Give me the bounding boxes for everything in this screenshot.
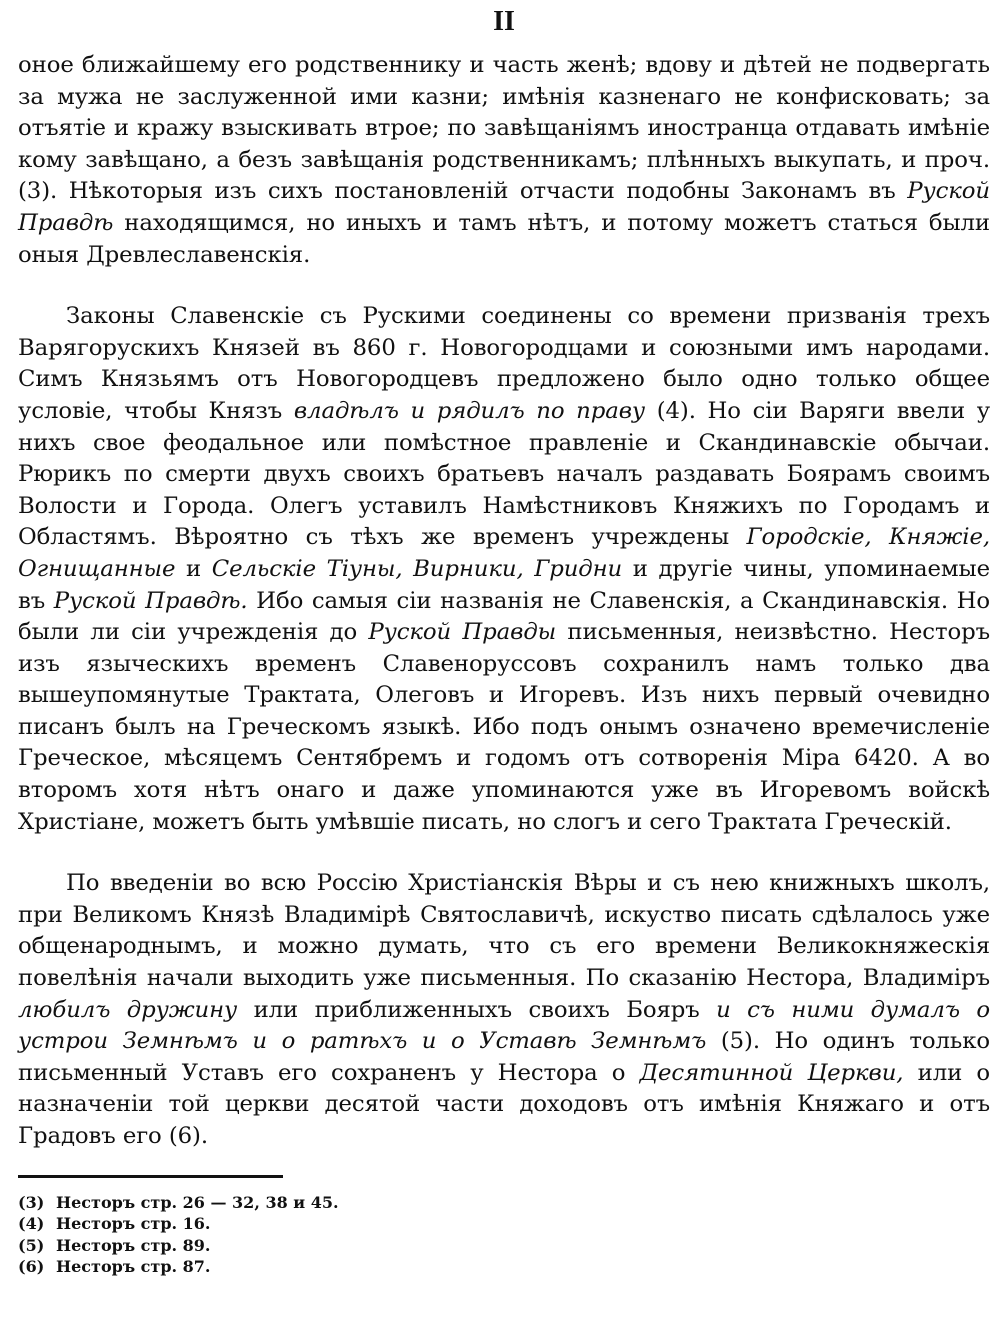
page-number: II bbox=[493, 6, 515, 37]
paragraph-christianity bbox=[18, 868, 990, 1152]
italic-run: Сельскіе Тіуны, Вирники, Гридни bbox=[211, 555, 623, 582]
footnote-text: Несторъ стр. 89. bbox=[56, 1235, 211, 1255]
footnote-mark: (6) bbox=[18, 1257, 45, 1277]
footnote-text: Несторъ стр. 26 — 32, 38 и 45. bbox=[56, 1192, 339, 1212]
text-run: Законы Славенскіе съ Рускими соединены со времени призванія трехъ Варягорускихъ Князей въ 860 г. Новогородцами и союзными имъ народами. Симъ Князьямъ отъ Новогородцевъ предложено было одно только общее условіе, чтобы Князъ bbox=[18, 303, 990, 424]
text-run: оное ближайшему его родственнику и часть женѣ; вдову и дѣтей не подвергать за мужа не заслуженной ими казни; имѣнія казненаго не конфисковать; за отъятіе и кражу взыскивать втрое; по завѣщаніямъ иностранца отдавать имѣніе кому завѣщано, а безъ завѣщанія родственникамъ; плѣнныхъ выкупать, и проч. (3). Нѣкоторыя изъ сихъ постановленій отчасти подобны Законамъ въ bbox=[18, 52, 990, 205]
footnote-text: Несторъ стр. 16. bbox=[56, 1214, 211, 1234]
footnote bbox=[18, 1235, 990, 1257]
paragraph-gap bbox=[18, 838, 990, 868]
text-run: письменныя, неизвѣстно. Несторъ изъ языческихъ временъ Славеноруссовъ сохранилъ намъ только два вышеупомянутые Трактата, Олеговъ и Игоревъ. Изъ нихъ первый очевидно писанъ былъ на Греческомъ языкѣ. Ибо подъ онымъ означено времечисленіе Греческое, мѣсяцемъ Сентябремъ и годомъ отъ сотворенія Міра 6420. А во второмъ хотя нѣтъ онаго и даже упоминаются уже въ Игоревомъ войскѣ Христіане, можетъ быть умѣвшіе писать, но слогъ и сего Трактата Греческій. bbox=[18, 619, 990, 835]
text-run: или приближенныхъ своихъ Бояръ bbox=[237, 996, 717, 1023]
italic-run: любилъ дружину bbox=[18, 996, 238, 1023]
footnote-text: Несторъ стр. 87. bbox=[56, 1257, 211, 1277]
text-run: (5). Но одинъ только письменный Уставъ его сохраненъ у Нестора о bbox=[18, 1028, 990, 1086]
text-run: Ибо самыя сіи названія не Славенскія, а Скандинавскія. Но были ли сіи учрежденія до bbox=[18, 587, 990, 646]
footnote bbox=[18, 1213, 990, 1235]
text-run: или о назначеніи той церкви десятой части доходовъ отъ имѣнія Княжаго и отъ Градовъ его (6). bbox=[18, 1059, 990, 1149]
text-run: По введеніи во всю Россію Христіанскія Вѣры и съ нею книжныхъ школъ, при Великомъ Князѣ Владимірѣ Святославичѣ, искуство писать сдѣлалось уже общенароднымъ, и можно думать, что съ его времени Великокняжескія повелѣнія начали выходить уже письменныя. По сказанію Нестора, Владиміръ bbox=[18, 870, 990, 992]
footnote bbox=[18, 1192, 990, 1214]
footnote-mark: (3) bbox=[18, 1192, 45, 1212]
footnotes bbox=[18, 1192, 990, 1278]
text-run: и bbox=[175, 555, 212, 582]
footnote-mark: (4) bbox=[18, 1214, 45, 1234]
footnote-separator bbox=[18, 1175, 283, 1178]
text-run: (4). Но сіи Варяги ввели у нихъ свое феодальное или помѣстное правленіе и Скандинавскіе обычаи. Рюрикъ по смерти двухъ своихъ братьевъ началъ раздавать Боярамъ своимъ Волости и Города. Олегъ уставилъ Намѣстниковъ Княжихъ по Городамъ и Областямъ. Вѣроятно съ тѣхъ же временъ учреждены bbox=[18, 397, 991, 551]
italic-run: Городскіе, Княжіе, Огнищанные bbox=[18, 524, 990, 582]
text-run: находящимся, но иныхъ и тамъ нѣтъ, и потому можетъ статься были оныя Древлеславенскія. bbox=[18, 209, 990, 268]
text-run: и другіе чины, упоминаемые въ bbox=[18, 555, 990, 614]
italic-run: Десятинной Церкви, bbox=[639, 1059, 904, 1086]
italic-run: Руской Правдѣ bbox=[18, 178, 990, 236]
paragraph-continuation bbox=[18, 50, 990, 271]
paragraph-slavic-laws bbox=[18, 301, 990, 838]
italic-run: владѣлъ и рядилъ по праву bbox=[293, 397, 646, 424]
italic-run: Руской Правды bbox=[368, 619, 557, 646]
footnote bbox=[18, 1256, 990, 1278]
footnote-mark: (5) bbox=[18, 1235, 45, 1255]
italic-run: и съ ними думалъ о устрои Земнѣмъ и о ратѣхъ и о Уставѣ Земнѣмъ bbox=[18, 996, 991, 1055]
italic-run: Руской Правдѣ. bbox=[53, 587, 248, 614]
paragraph-gap bbox=[18, 271, 990, 301]
